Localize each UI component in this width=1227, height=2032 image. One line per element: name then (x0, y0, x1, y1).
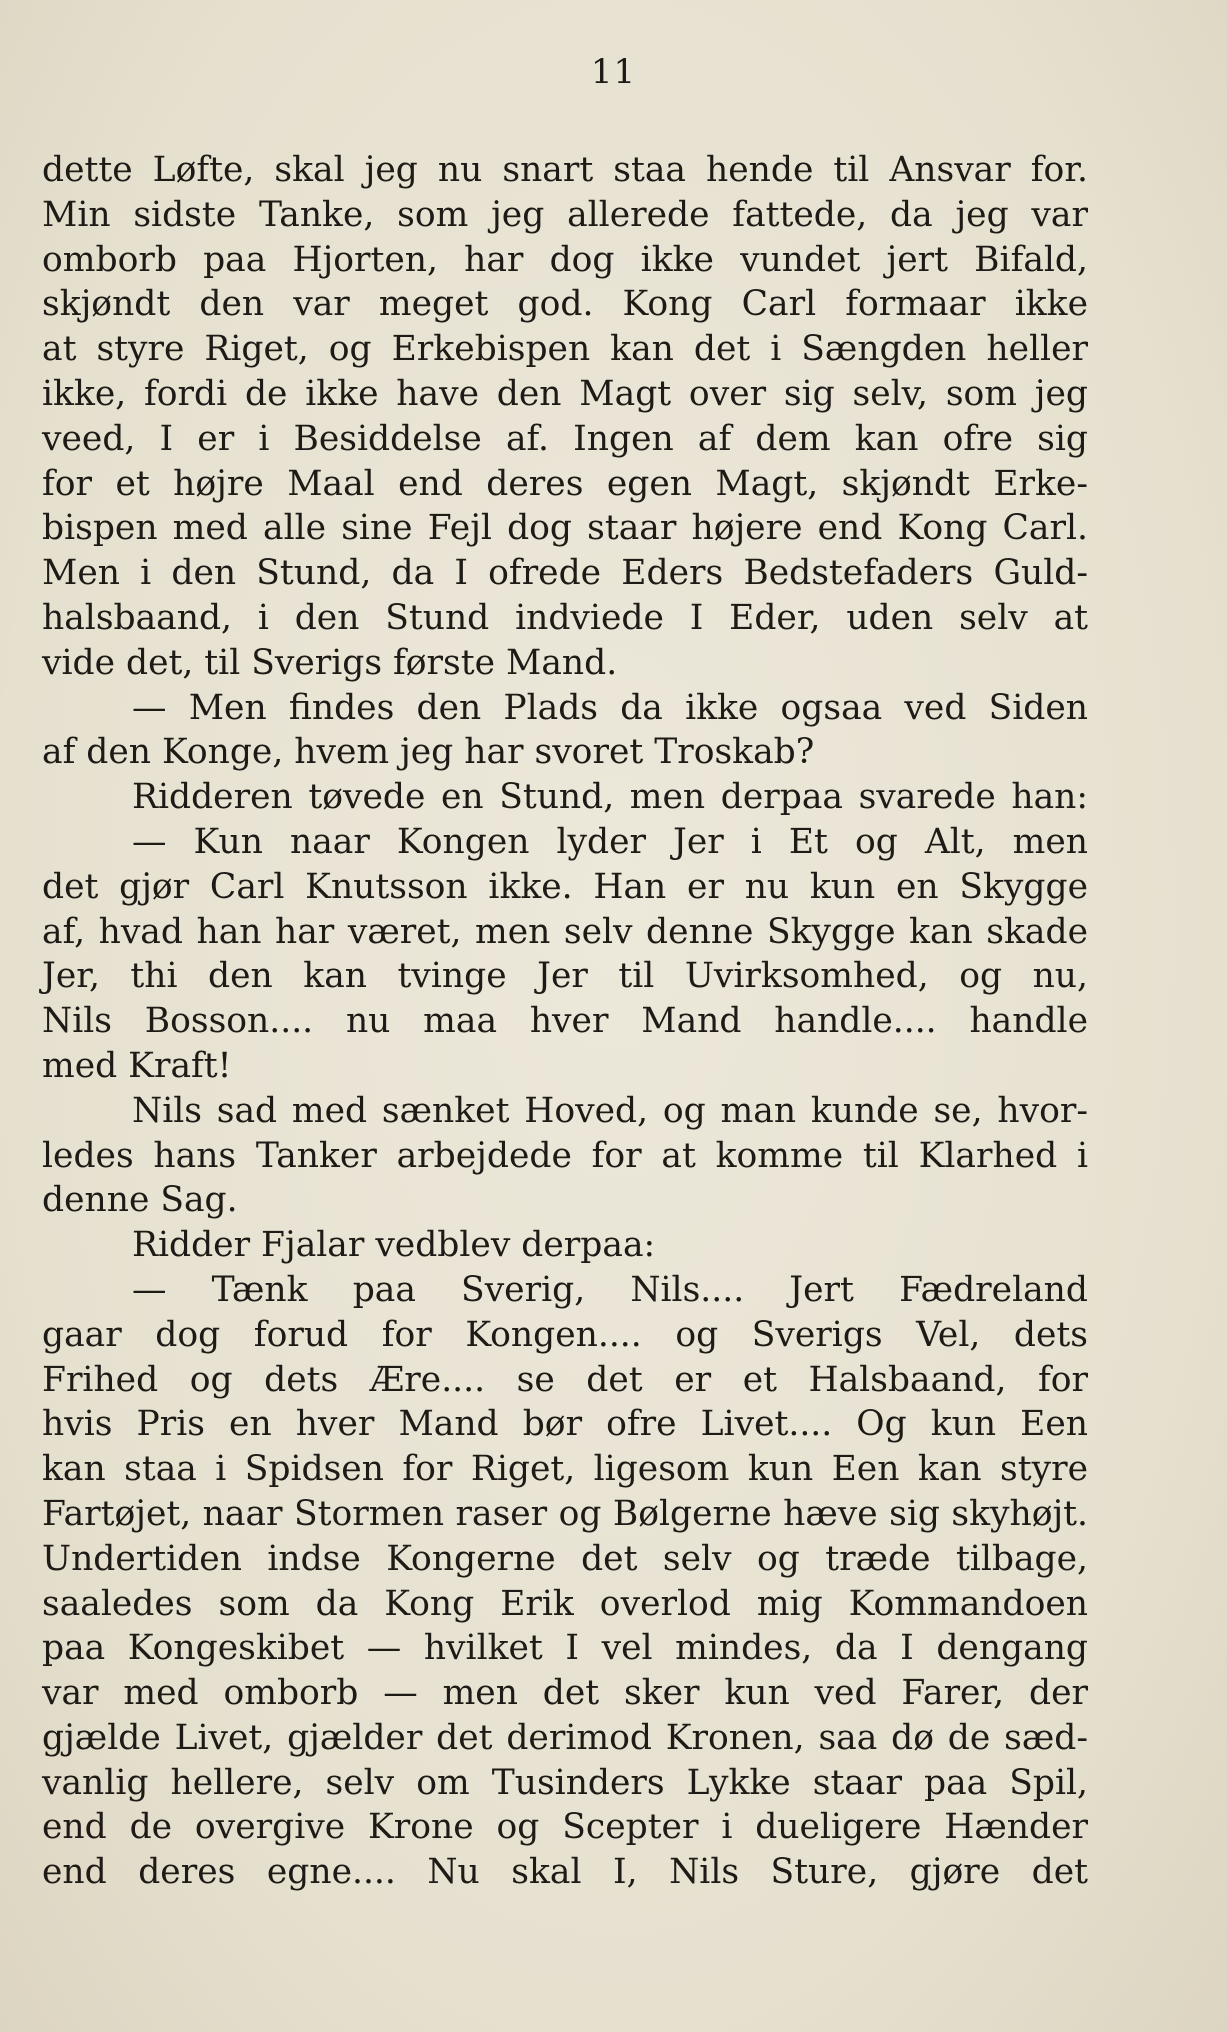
text-line: — Kun naar Kongen lyder Jer i Et og Alt, men (132, 821, 1088, 862)
text-line: halsbaand, i den Stund indviede I Eder, uden selv at (42, 597, 1088, 638)
text-line: Frihed og dets Ære.... se det er et Halsbaand, for (42, 1359, 1088, 1400)
text-line: ikke, fordi de ikke have den Magt over sig selv, som jeg (42, 373, 1088, 414)
text-line: af, hvad han har været, men selv denne Skygge kan skade (42, 911, 1088, 952)
text-line: vanlig hellere, selv om Tusinders Lykke staar paa Spil, (42, 1762, 1088, 1803)
text-line: Ridderen tøvede en Stund, men derpaa svarede han: (132, 777, 1088, 818)
text-line: Jer, thi den kan tvinge Jer til Uvirksomhed, og nu, (42, 956, 1088, 997)
text-line: omborb paa Hjorten, har dog ikke vundet jert Bifald, (42, 239, 1088, 280)
text-line: hvis Pris en hver Mand bør ofre Livet.... Og kun Een (42, 1404, 1088, 1445)
body-text (42, 148, 1088, 1895)
text-line: Min sidste Tanke, som jeg allerede fattede, da jeg var (42, 194, 1088, 235)
text-line: kan staa i Spidsen for Riget, ligesom kun Een kan styre (42, 1449, 1088, 1490)
text-line: — Tænk paa Sverig, Nils.... Jert Fædreland (132, 1269, 1088, 1310)
text-line: det gjør Carl Knutsson ikke. Han er nu kun en Skygge (42, 866, 1088, 907)
text-line: Undertiden indse Kongerne det selv og træde tilbage, (42, 1538, 1088, 1579)
text-line: gaar dog forud for Kongen.... og Sverigs Vel, dets (42, 1314, 1088, 1355)
text-line: end de overgive Krone og Scepter i dueligere Hænder (42, 1807, 1088, 1848)
text-line: Men i den Stund, da I ofrede Eders Bedstefaders Guld- (42, 553, 1088, 594)
text-line: af den Konge, hvem jeg har svoret Troskab? (42, 732, 815, 773)
text-line: denne Sag. (42, 1180, 238, 1221)
text-line: veed, I er i Besiddelse af. Ingen af dem kan ofre sig (42, 418, 1088, 459)
text-line: bispen med alle sine Fejl dog staar højere end Kong Carl. (42, 508, 1088, 549)
text-line: — Men findes den Plads da ikke ogsaa ved Siden (132, 687, 1088, 728)
text-line: for et højre Maal end deres egen Magt, skjøndt Erke- (42, 463, 1088, 504)
text-line: ledes hans Tanker arbejdede for at komme til Klarhed i (42, 1135, 1088, 1176)
text-line: Nils Bosson.... nu maa hver Mand handle.... handle (42, 1001, 1088, 1042)
text-line: paa Kongeskibet — hvilket I vel mindes, da I dengang (42, 1628, 1088, 1669)
text-line: saaledes som da Kong Erik overlod mig Kommandoen (42, 1583, 1088, 1624)
text-line: dette Løfte, skal jeg nu snart staa hende til Ansvar for. (42, 150, 1088, 190)
text-line: gjælde Livet, gjælder det derimod Kronen, saa dø de sæd- (42, 1717, 1088, 1758)
text-line: at styre Riget, og Erkebispen kan det i Sængden heller (42, 329, 1088, 370)
text-line: skjøndt den var meget god. Kong Carl formaar ikke (42, 284, 1088, 325)
text-line: med Kraft! (42, 1045, 232, 1086)
page-number: 11 (590, 52, 637, 92)
text-line: vide det, til Sverigs første Mand. (42, 642, 618, 683)
text-line: var med omborb — men det sker kun ved Farer, der (42, 1673, 1088, 1714)
text-line: Nils sad med sænket Hoved, og man kunde se, hvor- (132, 1090, 1088, 1131)
text-line: Ridder Fjalar vedblev derpaa: (132, 1225, 656, 1266)
text-line: Fartøjet, naar Stormen raser og Bølgerne hæve sig skyhøjt. (42, 1493, 1088, 1534)
text-line: end deres egne.... Nu skal I, Nils Sture, gjøre det (42, 1852, 1088, 1893)
